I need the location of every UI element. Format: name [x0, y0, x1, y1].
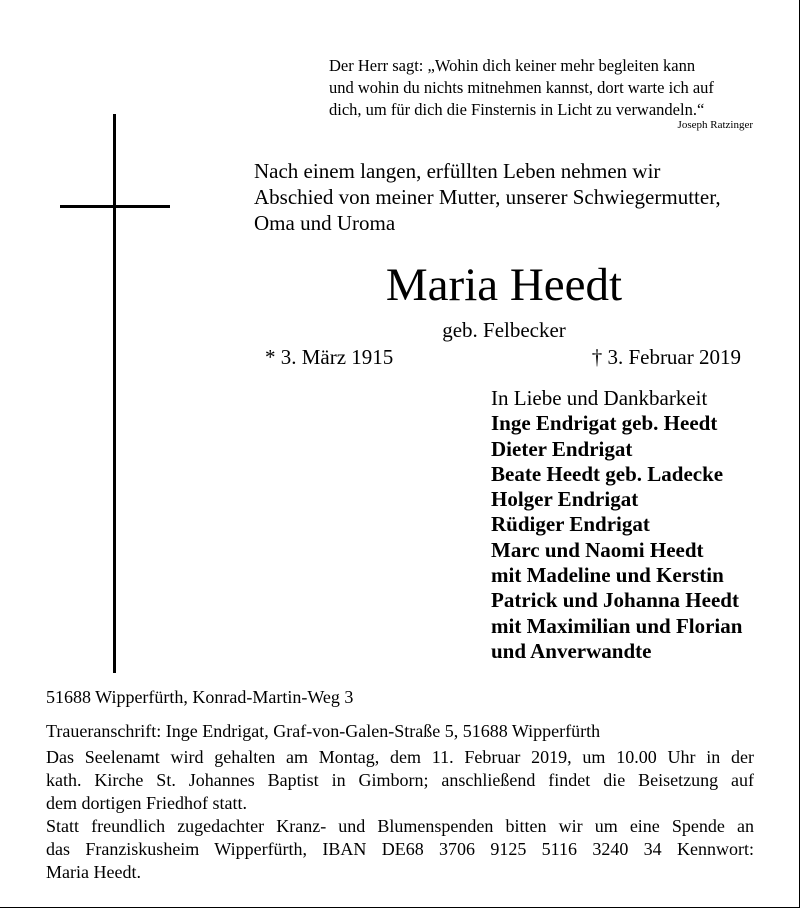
- service-line: Das Seelenamt wird gehalten am Montag, dem 11. Februar 2019, um 10.00 Uhr in der: [46, 747, 754, 767]
- service-info: [46, 746, 754, 884]
- cross-vertical-bar: [113, 114, 116, 673]
- intro-line: Abschied von meiner Mutter, unserer Schwiegermutter,: [254, 185, 721, 209]
- mourning-address: Traueranschrift: Inge Endrigat, Graf-von-Galen-Straße 5, 51688 Wipperfürth: [46, 721, 601, 741]
- donation-line: Maria Heedt.: [46, 862, 141, 882]
- mourner-name: Inge Endrigat geb. Heedt: [491, 411, 718, 436]
- mourner-name: und Anverwandte: [491, 638, 652, 663]
- home-address: 51688 Wipperfürth, Konrad-Martin-Weg 3: [46, 687, 354, 707]
- mourner-name: Dieter Endrigat: [491, 436, 633, 461]
- mourners-list: [491, 386, 781, 664]
- intro-line: Nach einem langen, erfüllten Leben nehmen wir: [254, 159, 661, 183]
- born-name: geb. Felbecker: [442, 318, 566, 342]
- mourner-name: Beate Heedt geb. Ladecke: [491, 461, 724, 486]
- mourner-name: mit Maximilian und Florian: [491, 613, 743, 638]
- quote-line: dich, um für dich die Finsternis in Licht zu verwandeln.“: [329, 100, 705, 119]
- cross-horizontal-bar: [60, 205, 170, 208]
- mourner-name: Marc und Naomi Heedt: [491, 537, 704, 562]
- quote-line: und wohin du nichts mitnehmen kannst, dort warte ich auf: [329, 78, 714, 97]
- mourner-name: Rüdiger Endrigat: [491, 512, 650, 537]
- mourner-name: Patrick und Johanna Heedt: [491, 588, 739, 613]
- quote-line: Der Herr sagt: „Wohin dich keiner mehr begleiten kann: [329, 56, 696, 75]
- death-date: † 3. Februar 2019: [591, 345, 741, 369]
- deceased-name: Maria Heedt: [385, 259, 623, 311]
- service-line: kath. Kirche St. Johannes Baptist in Gimborn; anschließend findet die Beisetzung auf: [46, 770, 754, 790]
- mourner-name: Holger Endrigat: [491, 487, 639, 512]
- intro-line: Oma und Uroma: [254, 211, 396, 235]
- service-line: dem dortigen Friedhof statt.: [46, 793, 247, 813]
- birth-date: * 3. März 1915: [265, 345, 394, 369]
- quote-author: Joseph Ratzinger: [677, 119, 753, 131]
- donation-line: das Franziskusheim Wipperfürth, IBAN DE68 3706 9125 5116 3240 34 Kennwort:: [46, 839, 754, 859]
- mourner-name: mit Madeline und Kerstin: [491, 563, 724, 588]
- intro-text: [254, 158, 754, 236]
- mourners-intro: In Liebe und Dankbarkeit: [491, 386, 708, 410]
- donation-line: Statt freundlich zugedachter Kranz- und Blumenspenden bitten wir um eine Spende an: [46, 816, 754, 836]
- quote-block: [329, 55, 754, 121]
